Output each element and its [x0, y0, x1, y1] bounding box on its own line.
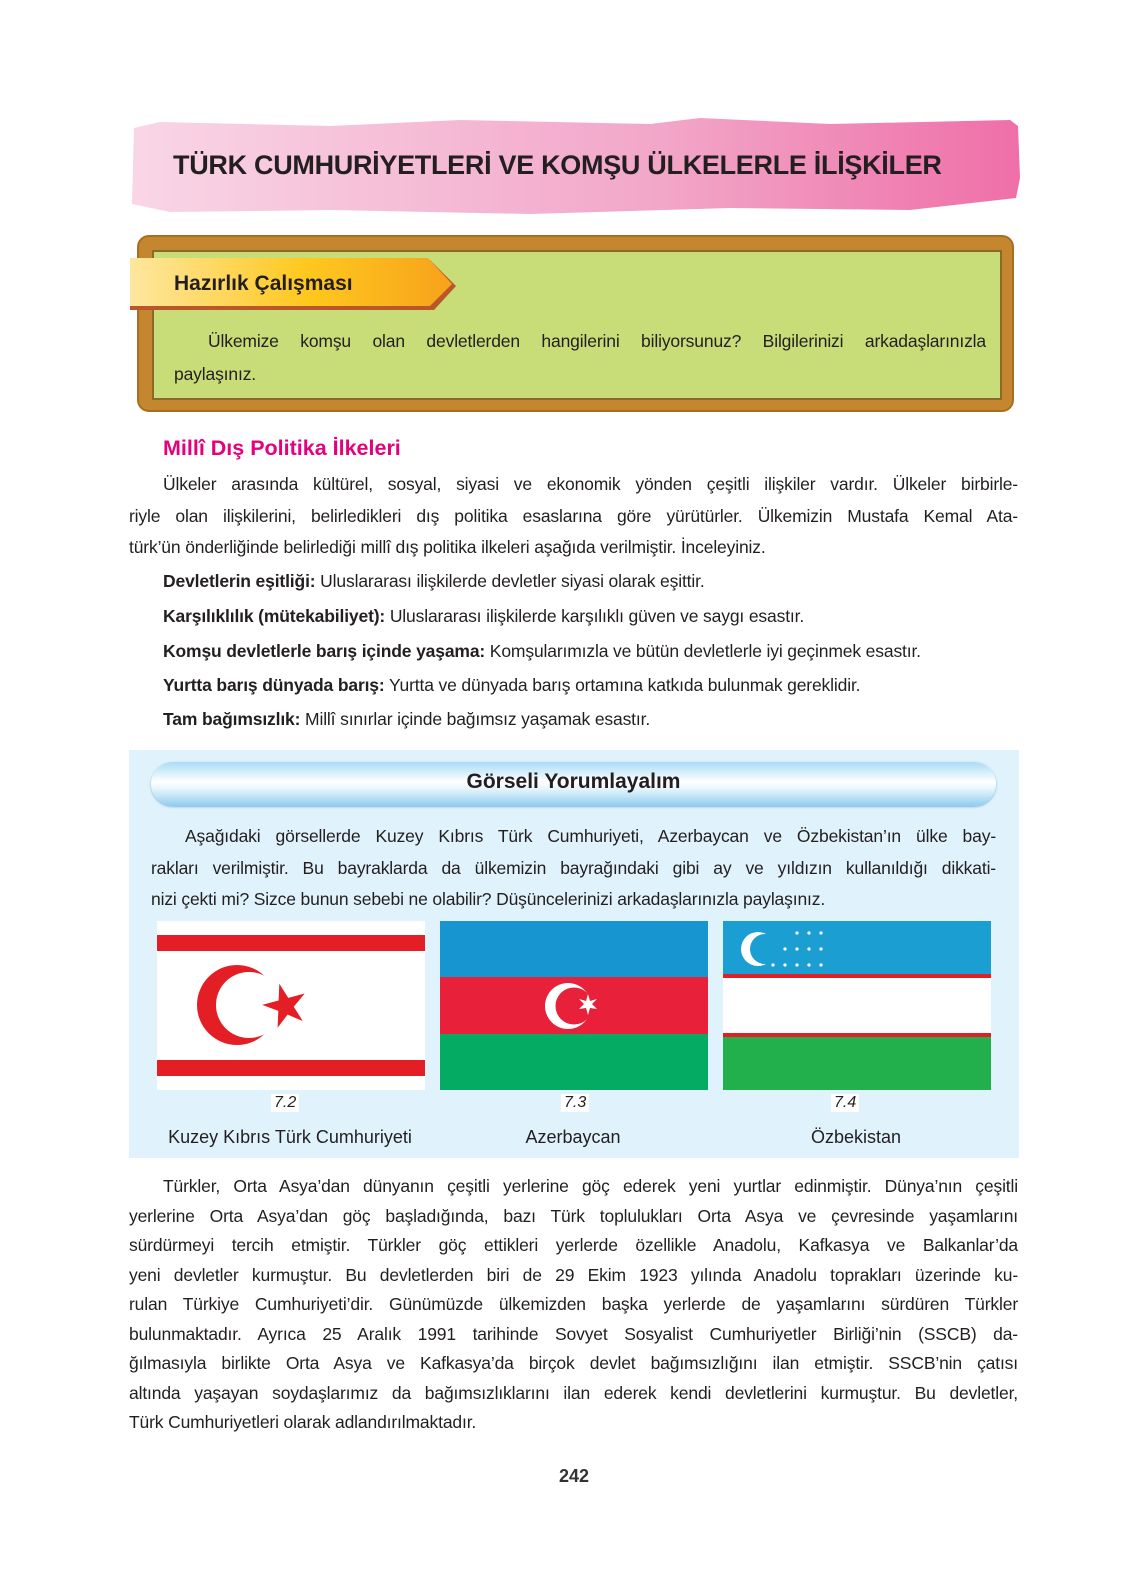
preparation-text-line: paylaşınız.: [174, 364, 257, 384]
principle-term: Karşılıklılık (mütekabiliyet):: [163, 606, 386, 626]
principle-term: Devletlerin eşitliği:: [163, 571, 316, 591]
principle-item: [163, 675, 860, 696]
paragraph-line: altında yaşayan soydaşlarımız da bağımsızlıklarını ilan ederek kendi devletlerini kurmuştur. Bu devletler,: [129, 1383, 1018, 1403]
flag-caption: Özbekistan: [810, 1127, 902, 1147]
flag-northern-cyprus: [157, 921, 425, 1090]
principle-item: [163, 606, 804, 627]
principle-term: Tam bağımsızlık:: [163, 709, 301, 729]
visual-text-line: Aşağıdaki görsellerde Kuzey Kıbrıs Türk Cumhuriyeti, Azerbaycan ve Özbekistan’ın ülke bay-: [185, 826, 996, 846]
principle-item: [163, 709, 650, 730]
preparation-text-line: Ülkemize komşu olan devletlerden hangilerini biliyorsunuz? Bilgilerinizi arkadaşlarınızla: [208, 331, 986, 351]
principle-item: [163, 641, 921, 662]
paragraph-line: rulan Türkiye Cumhuriyeti’dir. Günümüzde ülkemizden başka yerlerde de yaşamlarını sürdüren Türkler: [129, 1294, 1018, 1314]
principle-text: Millî sınırlar içinde bağımsız yaşamak esastır.: [300, 709, 651, 729]
visual-text-line: rakları verilmiştir. Bu bayraklarda da ülkemizin bayrağındaki gibi ay ve yıldızın kullanıldığı dikkati-: [151, 858, 996, 878]
principle-text: Yurtta ve dünyada barış ortamına katkıda bulunmak gereklidir.: [384, 675, 861, 695]
flag-caption: Azerbaycan: [525, 1127, 621, 1147]
paragraph-line: Türk Cumhuriyetleri olarak adlandırılmaktadır.: [129, 1412, 477, 1432]
paragraph-line: yeni devletler kurmuştur. Bu devletlerden biri de 29 Ekim 1923 yılında Anadolu toprakları üzerinde ku-: [129, 1265, 1018, 1285]
visual-text-line: nizi çekti mi? Sizce bunun sebebi ne olabilir? Düşüncelerinizi arkadaşlarınızla paylaşınız.: [151, 889, 826, 909]
preparation-label: Hazırlık Çalışması: [174, 272, 353, 295]
page-number: 242: [558, 1466, 590, 1486]
principle-term: Yurtta barış dünyada barış:: [163, 675, 385, 695]
paragraph-line: ğılmasıyla birlikte Orta Asya ve Kafkasya’da birçok devlet bağımsızlığını ilan etmiştir. SSCB’nin çatısı: [129, 1353, 1018, 1373]
principle-item: [163, 571, 705, 592]
figure-number: 7.3: [561, 1094, 589, 1112]
paragraph-line: yerlerine Orta Asya’dan göç başladığında, bazı Türk toplulukları Orta Asya ve çevresinde yaşamlarını: [129, 1206, 1018, 1226]
paragraph-line: bulunmaktadır. Ayrıca 25 Aralık 1991 tarihinde Sovyet Sosyalist Cumhuriyetler Birliği’nin (SSCB) da-: [129, 1324, 1018, 1344]
flag-azerbaijan: [440, 921, 708, 1090]
principle-text: Uluslararası ilişkilerde karşılıklı güven ve saygı esastır.: [385, 606, 805, 626]
visual-heading: Görseli Yorumlayalım: [466, 770, 681, 793]
paragraph-line: Türkler, Orta Asya’dan dünyanın çeşitli yerlerine göç ederek yeni yurtlar edinmiştir. Dünya’nın çeşitli: [163, 1176, 1018, 1196]
figure-number: 7.4: [831, 1094, 859, 1112]
principle-text: Komşularımızla ve bütün devletlerle iyi geçinmek esastır.: [485, 641, 921, 661]
paragraph-line: türk’ün önderliğinde belirlediği millî dış politika ilkeleri aşağıda verilmiştir. İnceleyiniz.: [129, 537, 766, 557]
flag-uzbekistan: [723, 921, 991, 1090]
flag-caption: Kuzey Kıbrıs Türk Cumhuriyeti: [168, 1127, 412, 1147]
paragraph-line: Ülkeler arasında kültürel, sosyal, siyasi ve ekonomik yönden çeşitli ilişkiler vardır. Ülkeler birbirle-: [163, 474, 1018, 494]
paragraph-line: sürdürmeyi tercih etmiştir. Türkler göç ettikleri yerlerde özellikle Anadolu, Kafkasya ve Balkanlar’da: [129, 1235, 1018, 1255]
page-title: TÜRK CUMHURİYETLERİ VE KOMŞU ÜLKELERLE İLİŞKİLER: [173, 150, 942, 180]
principle-text: Uluslararası ilişkilerde devletler siyasi olarak eşittir.: [315, 571, 705, 591]
paragraph-line: riyle olan ilişkilerini, belirledikleri dış politika esaslarına göre yürütürler. Ülkemizin Mustafa Kemal Ata-: [129, 506, 1018, 526]
principle-term: Komşu devletlerle barış içinde yaşama:: [163, 641, 486, 661]
figure-number: 7.2: [271, 1094, 299, 1112]
section-heading: Millî Dış Politika İlkeleri: [163, 436, 401, 460]
